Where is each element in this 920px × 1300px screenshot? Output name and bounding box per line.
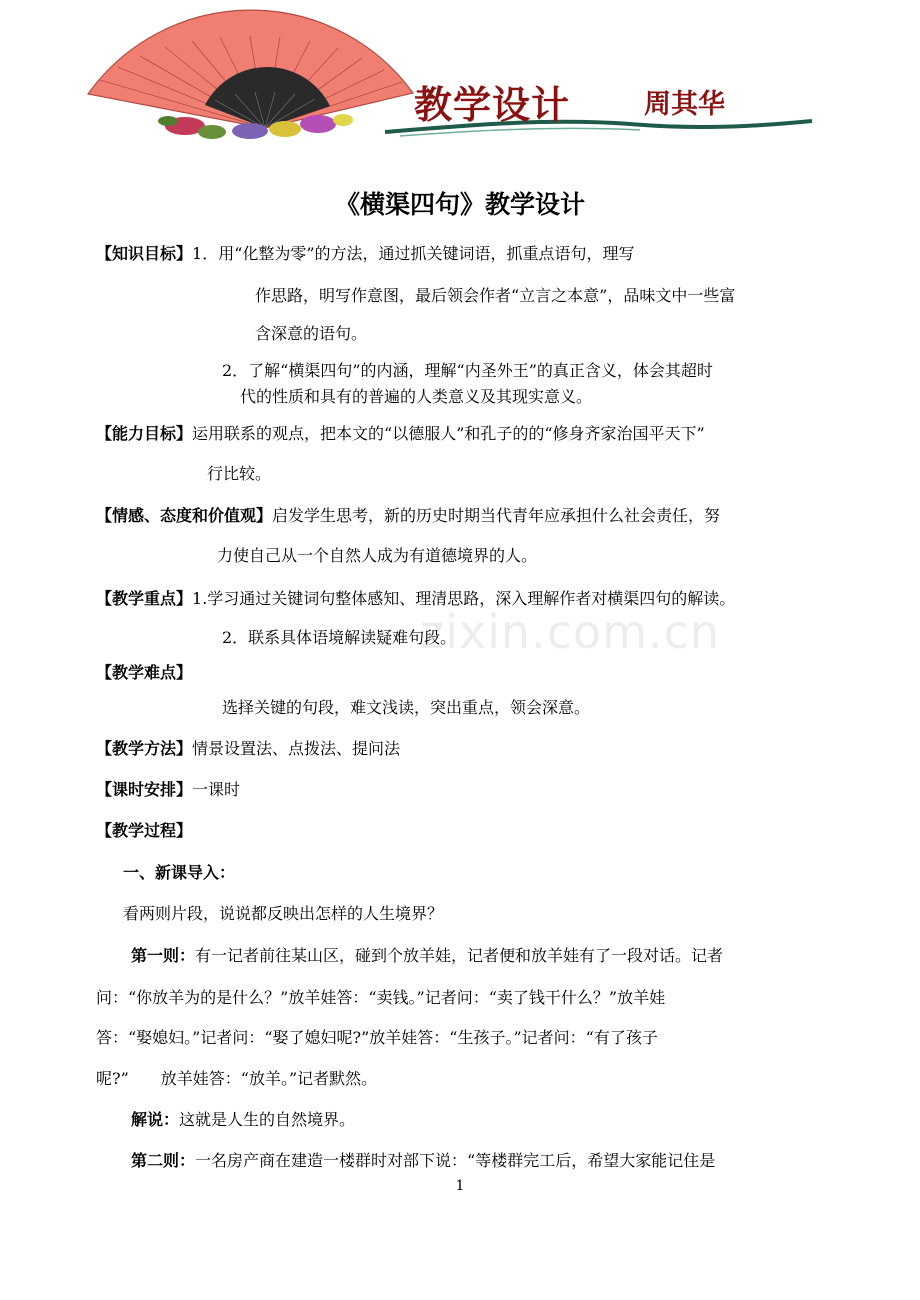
ability-goal-label: 【能力目标】 bbox=[96, 424, 193, 443]
teaching-focus-text: 1.学习通过关键词句整体感知、理清思路，深入理解作者对横渠四句的解读。 bbox=[192, 589, 736, 608]
schedule-label: 【课时安排】 bbox=[96, 780, 193, 799]
first-excerpt-line-2: 问：“你放羊为的是什么？”放羊娃答：“卖钱。”记者问：“卖了钱干什么？”放羊娃 bbox=[96, 988, 666, 1007]
knowledge-goal-line-2: 作思路，明写作意图，最后领会作者“立言之本意”，品味文中一些富 bbox=[255, 286, 736, 305]
second-excerpt-text: 一名房产商在建造一楼群时对部下说：“等楼群完工后，希望大家能记住是 bbox=[195, 1151, 716, 1170]
document-title: 《横渠四句》教学设计 bbox=[334, 190, 585, 219]
explanation-line bbox=[131, 1110, 355, 1130]
ability-goal-line-1 bbox=[96, 424, 705, 444]
knowledge-goal-text: 1．用“化整为零”的方法，通过抓关键词语，抓重点语句，理写 bbox=[192, 244, 635, 263]
first-excerpt-text: 有一记者前往某山区，碰到个放羊娃，记者便和放羊娃有了一段对话。记者 bbox=[195, 946, 724, 965]
teaching-method-line bbox=[96, 739, 400, 759]
banner-title: 教学设计 bbox=[414, 83, 571, 127]
teaching-difficulty-label: 【教学难点】 bbox=[96, 663, 193, 682]
knowledge-goal-line-3: 含深意的语句。 bbox=[255, 324, 368, 343]
first-excerpt-line-3: 答：“娶媳妇。”记者问：“娶了媳妇呢?”放羊娃答：“生孩子。”记者问：“有了孩子 bbox=[96, 1028, 658, 1047]
intro-prompt: 看两则片段，说说都反映出怎样的人生境界？ bbox=[123, 904, 444, 923]
explanation-text: 这就是人生的自然境界。 bbox=[179, 1110, 356, 1129]
explanation-label: 解说： bbox=[131, 1110, 180, 1129]
second-excerpt-label: 第二则： bbox=[131, 1151, 196, 1170]
header-banner bbox=[0, 0, 920, 160]
knowledge-goal-label: 【知识目标】 bbox=[96, 244, 193, 263]
first-excerpt-line-4: 呢?” 放羊娃答：“放羊。”记者默然。 bbox=[96, 1069, 378, 1088]
emotion-goal-line-2: 力使自己从一个自然人成为有道德境界的人。 bbox=[217, 546, 538, 565]
intro-heading: 一、新课导入： bbox=[123, 863, 236, 882]
ability-goal-line-2: 行比较。 bbox=[207, 464, 272, 483]
knowledge-goal-line-4: 2．了解“横渠四句”的内涵，理解“内圣外王”的真正含义，体会其超时 bbox=[222, 361, 713, 380]
teaching-focus-label: 【教学重点】 bbox=[96, 589, 193, 608]
first-excerpt-label: 第一则： bbox=[131, 946, 196, 965]
ability-goal-text: 运用联系的观点，把本文的“以德服人”和孔子的的“修身齐家治国平天下” bbox=[192, 424, 705, 443]
teaching-difficulty-text: 选择关键的句段，难文浅读，突出重点，领会深意。 bbox=[222, 698, 591, 717]
emotion-goal-text: 启发学生思考，新的历史时期当代青年应承担什么社会责任，努 bbox=[272, 506, 721, 525]
schedule-text: 一课时 bbox=[192, 780, 241, 799]
process-label: 【教学过程】 bbox=[96, 821, 193, 840]
emotion-goal-line-1 bbox=[96, 506, 720, 526]
first-excerpt-line-1 bbox=[131, 946, 723, 966]
knowledge-goal-line-5: 代的性质和具有的普遍的人类意义及其现实意义。 bbox=[240, 387, 593, 406]
teaching-method-label: 【教学方法】 bbox=[96, 739, 193, 758]
teaching-focus-line-2: 2．联系具体语境解读疑难句段。 bbox=[222, 628, 457, 647]
watermark: zixin.com.cn bbox=[420, 605, 721, 659]
banner-author: 周其华 bbox=[644, 89, 725, 120]
second-excerpt-line-1 bbox=[131, 1151, 715, 1171]
teaching-method-text: 情景设置法、点拨法、提问法 bbox=[192, 739, 401, 758]
page-number: 1 bbox=[455, 1178, 465, 1194]
emotion-goal-label: 【情感、态度和价值观】 bbox=[96, 506, 273, 525]
schedule-line bbox=[96, 780, 240, 800]
knowledge-goal-line-1 bbox=[96, 244, 635, 264]
